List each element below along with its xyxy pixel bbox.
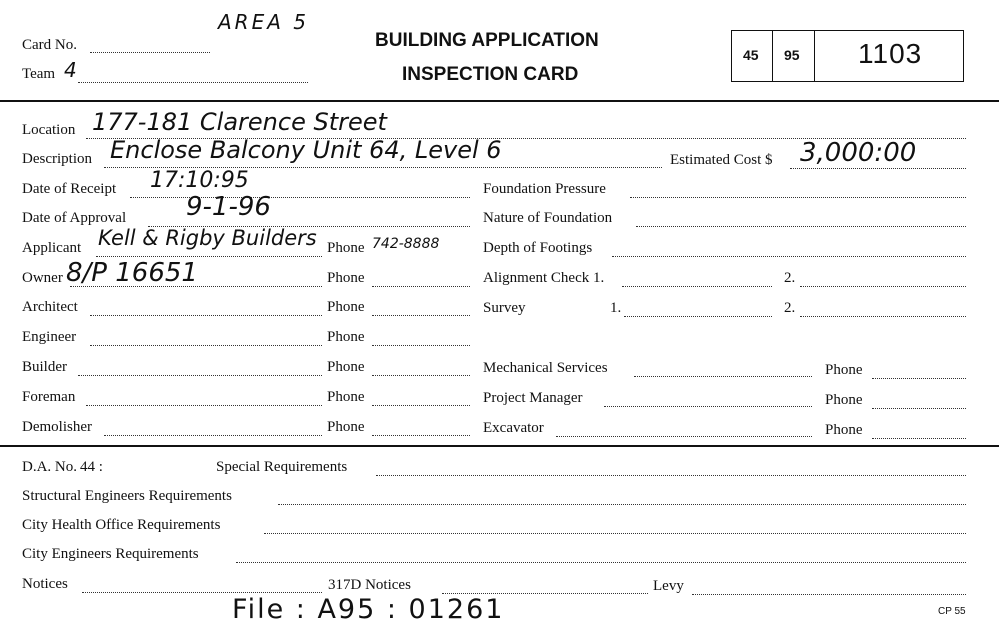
builder-phone-label: Phone bbox=[327, 359, 365, 375]
owner-phone-label: Phone bbox=[327, 270, 365, 286]
survey-2-label: 2. bbox=[784, 300, 796, 316]
foreman-label: Foreman bbox=[22, 389, 76, 405]
architect-phone-label: Phone bbox=[327, 299, 365, 315]
mechanical-label: Mechanical Services bbox=[483, 360, 608, 376]
mechanical-phone-field[interactable] bbox=[872, 378, 966, 379]
location-value: 177-181 Clarence Street bbox=[92, 108, 387, 136]
date-approval-value: 9-1-96 bbox=[186, 192, 271, 222]
foreman-field[interactable] bbox=[86, 405, 322, 406]
applicant-label: Applicant bbox=[22, 240, 82, 256]
date-approval-label: Date of Approval bbox=[22, 210, 127, 226]
survey-1-field[interactable] bbox=[624, 316, 772, 317]
card-no-field[interactable] bbox=[90, 52, 210, 53]
foreman-phone-field[interactable] bbox=[372, 405, 470, 406]
excavator-label: Excavator bbox=[483, 420, 544, 436]
date-receipt-field[interactable] bbox=[130, 197, 470, 198]
demolisher-phone-label: Phone bbox=[327, 419, 365, 435]
project-manager-phone-label: Phone bbox=[825, 392, 863, 408]
notices-label: Notices bbox=[22, 576, 68, 592]
estimated-cost-label: Estimated Cost $ bbox=[670, 152, 773, 168]
date-receipt-label: Date of Receipt bbox=[22, 181, 117, 197]
owner-value: 8/P 16651 bbox=[66, 258, 198, 288]
engineer-field[interactable] bbox=[90, 345, 322, 346]
structural-requirements-field[interactable] bbox=[278, 504, 966, 505]
code-a: 45 bbox=[743, 47, 759, 63]
team-value: 4 bbox=[64, 58, 77, 82]
levy-label: Levy bbox=[653, 578, 684, 594]
special-requirements-field[interactable] bbox=[376, 475, 966, 476]
architect-label: Architect bbox=[22, 299, 78, 315]
health-requirements-label: City Health Office Requirements bbox=[22, 517, 221, 533]
special-requirements-label: Special Requirements bbox=[216, 459, 348, 475]
survey-label: Survey bbox=[483, 300, 526, 316]
header-rule bbox=[0, 100, 999, 102]
applicant-phone-label: Phone bbox=[327, 240, 365, 256]
project-manager-label: Project Manager bbox=[483, 390, 583, 406]
mechanical-phone-label: Phone bbox=[825, 362, 863, 378]
foreman-phone-label: Phone bbox=[327, 389, 365, 405]
project-manager-field[interactable] bbox=[604, 406, 812, 407]
description-value: Enclose Balcony Unit 64, Level 6 bbox=[110, 136, 502, 164]
card-no-label: Card No. bbox=[22, 37, 77, 53]
nature-foundation-label: Nature of Foundation bbox=[483, 210, 613, 226]
health-requirements-field[interactable] bbox=[264, 533, 966, 534]
builder-label: Builder bbox=[22, 359, 67, 375]
mechanical-field[interactable] bbox=[634, 376, 812, 377]
da-no-value: 44 : bbox=[80, 459, 103, 475]
nature-foundation-field[interactable] bbox=[636, 226, 966, 227]
box-divider-1 bbox=[772, 30, 773, 82]
excavator-phone-field[interactable] bbox=[872, 438, 966, 439]
city-engineers-requirements-field[interactable] bbox=[236, 562, 966, 563]
description-label: Description bbox=[22, 151, 92, 167]
demolisher-phone-field[interactable] bbox=[372, 435, 470, 436]
engineer-label: Engineer bbox=[22, 329, 77, 345]
box-divider-2 bbox=[814, 30, 815, 82]
owner-label: Owner bbox=[22, 270, 63, 286]
alignment-check-2-label: 2. bbox=[784, 270, 796, 286]
form-title-line1: BUILDING APPLICATION bbox=[375, 30, 599, 51]
date-receipt-value: 17:10:95 bbox=[150, 168, 249, 193]
team-label: Team bbox=[22, 66, 56, 82]
depth-footings-label: Depth of Footings bbox=[483, 240, 593, 256]
survey-1-label: 1. bbox=[610, 300, 622, 316]
file-number-handwritten: File : A95 : 01261 bbox=[232, 594, 505, 625]
city-engineers-requirements-label: City Engineers Requirements bbox=[22, 546, 199, 562]
survey-2-field[interactable] bbox=[800, 316, 966, 317]
owner-phone-field[interactable] bbox=[372, 286, 470, 287]
form-code: CP 55 bbox=[938, 606, 966, 617]
requirements-rule bbox=[0, 445, 999, 447]
location-label: Location bbox=[22, 122, 76, 138]
foundation-pressure-field[interactable] bbox=[630, 197, 966, 198]
alignment-check-2-field[interactable] bbox=[800, 286, 966, 287]
architect-phone-field[interactable] bbox=[372, 315, 470, 316]
levy-field[interactable] bbox=[692, 594, 966, 595]
applicant-field[interactable] bbox=[96, 256, 322, 257]
engineer-phone-label: Phone bbox=[327, 329, 365, 345]
card-number-box bbox=[731, 30, 964, 82]
area-handwritten: AREA 5 bbox=[218, 10, 309, 34]
notices-317d-label: 317D Notices bbox=[328, 577, 411, 593]
excavator-field[interactable] bbox=[556, 436, 812, 437]
code-b: 95 bbox=[784, 47, 800, 63]
applicant-phone-value: 742-8888 bbox=[372, 236, 440, 252]
demolisher-field[interactable] bbox=[104, 435, 322, 436]
team-field[interactable] bbox=[78, 82, 308, 83]
excavator-phone-label: Phone bbox=[825, 422, 863, 438]
builder-phone-field[interactable] bbox=[372, 375, 470, 376]
applicant-value: Kell & Rigby Builders bbox=[98, 226, 317, 250]
card-number: 1103 bbox=[858, 38, 923, 69]
architect-field[interactable] bbox=[90, 315, 322, 316]
estimated-cost-value: 3,000:00 bbox=[800, 138, 917, 168]
demolisher-label: Demolisher bbox=[22, 419, 92, 435]
estimated-cost-field[interactable] bbox=[790, 168, 966, 169]
structural-requirements-label: Structural Engineers Requirements bbox=[22, 488, 232, 504]
notices-field[interactable] bbox=[82, 592, 322, 593]
da-no-label: D.A. No. bbox=[22, 459, 77, 475]
project-manager-phone-field[interactable] bbox=[872, 408, 966, 409]
form-title-line2: INSPECTION CARD bbox=[402, 64, 579, 85]
alignment-check-1-field[interactable] bbox=[622, 286, 772, 287]
builder-field[interactable] bbox=[78, 375, 322, 376]
engineer-phone-field[interactable] bbox=[372, 345, 470, 346]
depth-footings-field[interactable] bbox=[612, 256, 966, 257]
foundation-pressure-label: Foundation Pressure bbox=[483, 181, 606, 197]
alignment-check-label: Alignment Check 1. bbox=[483, 270, 605, 286]
